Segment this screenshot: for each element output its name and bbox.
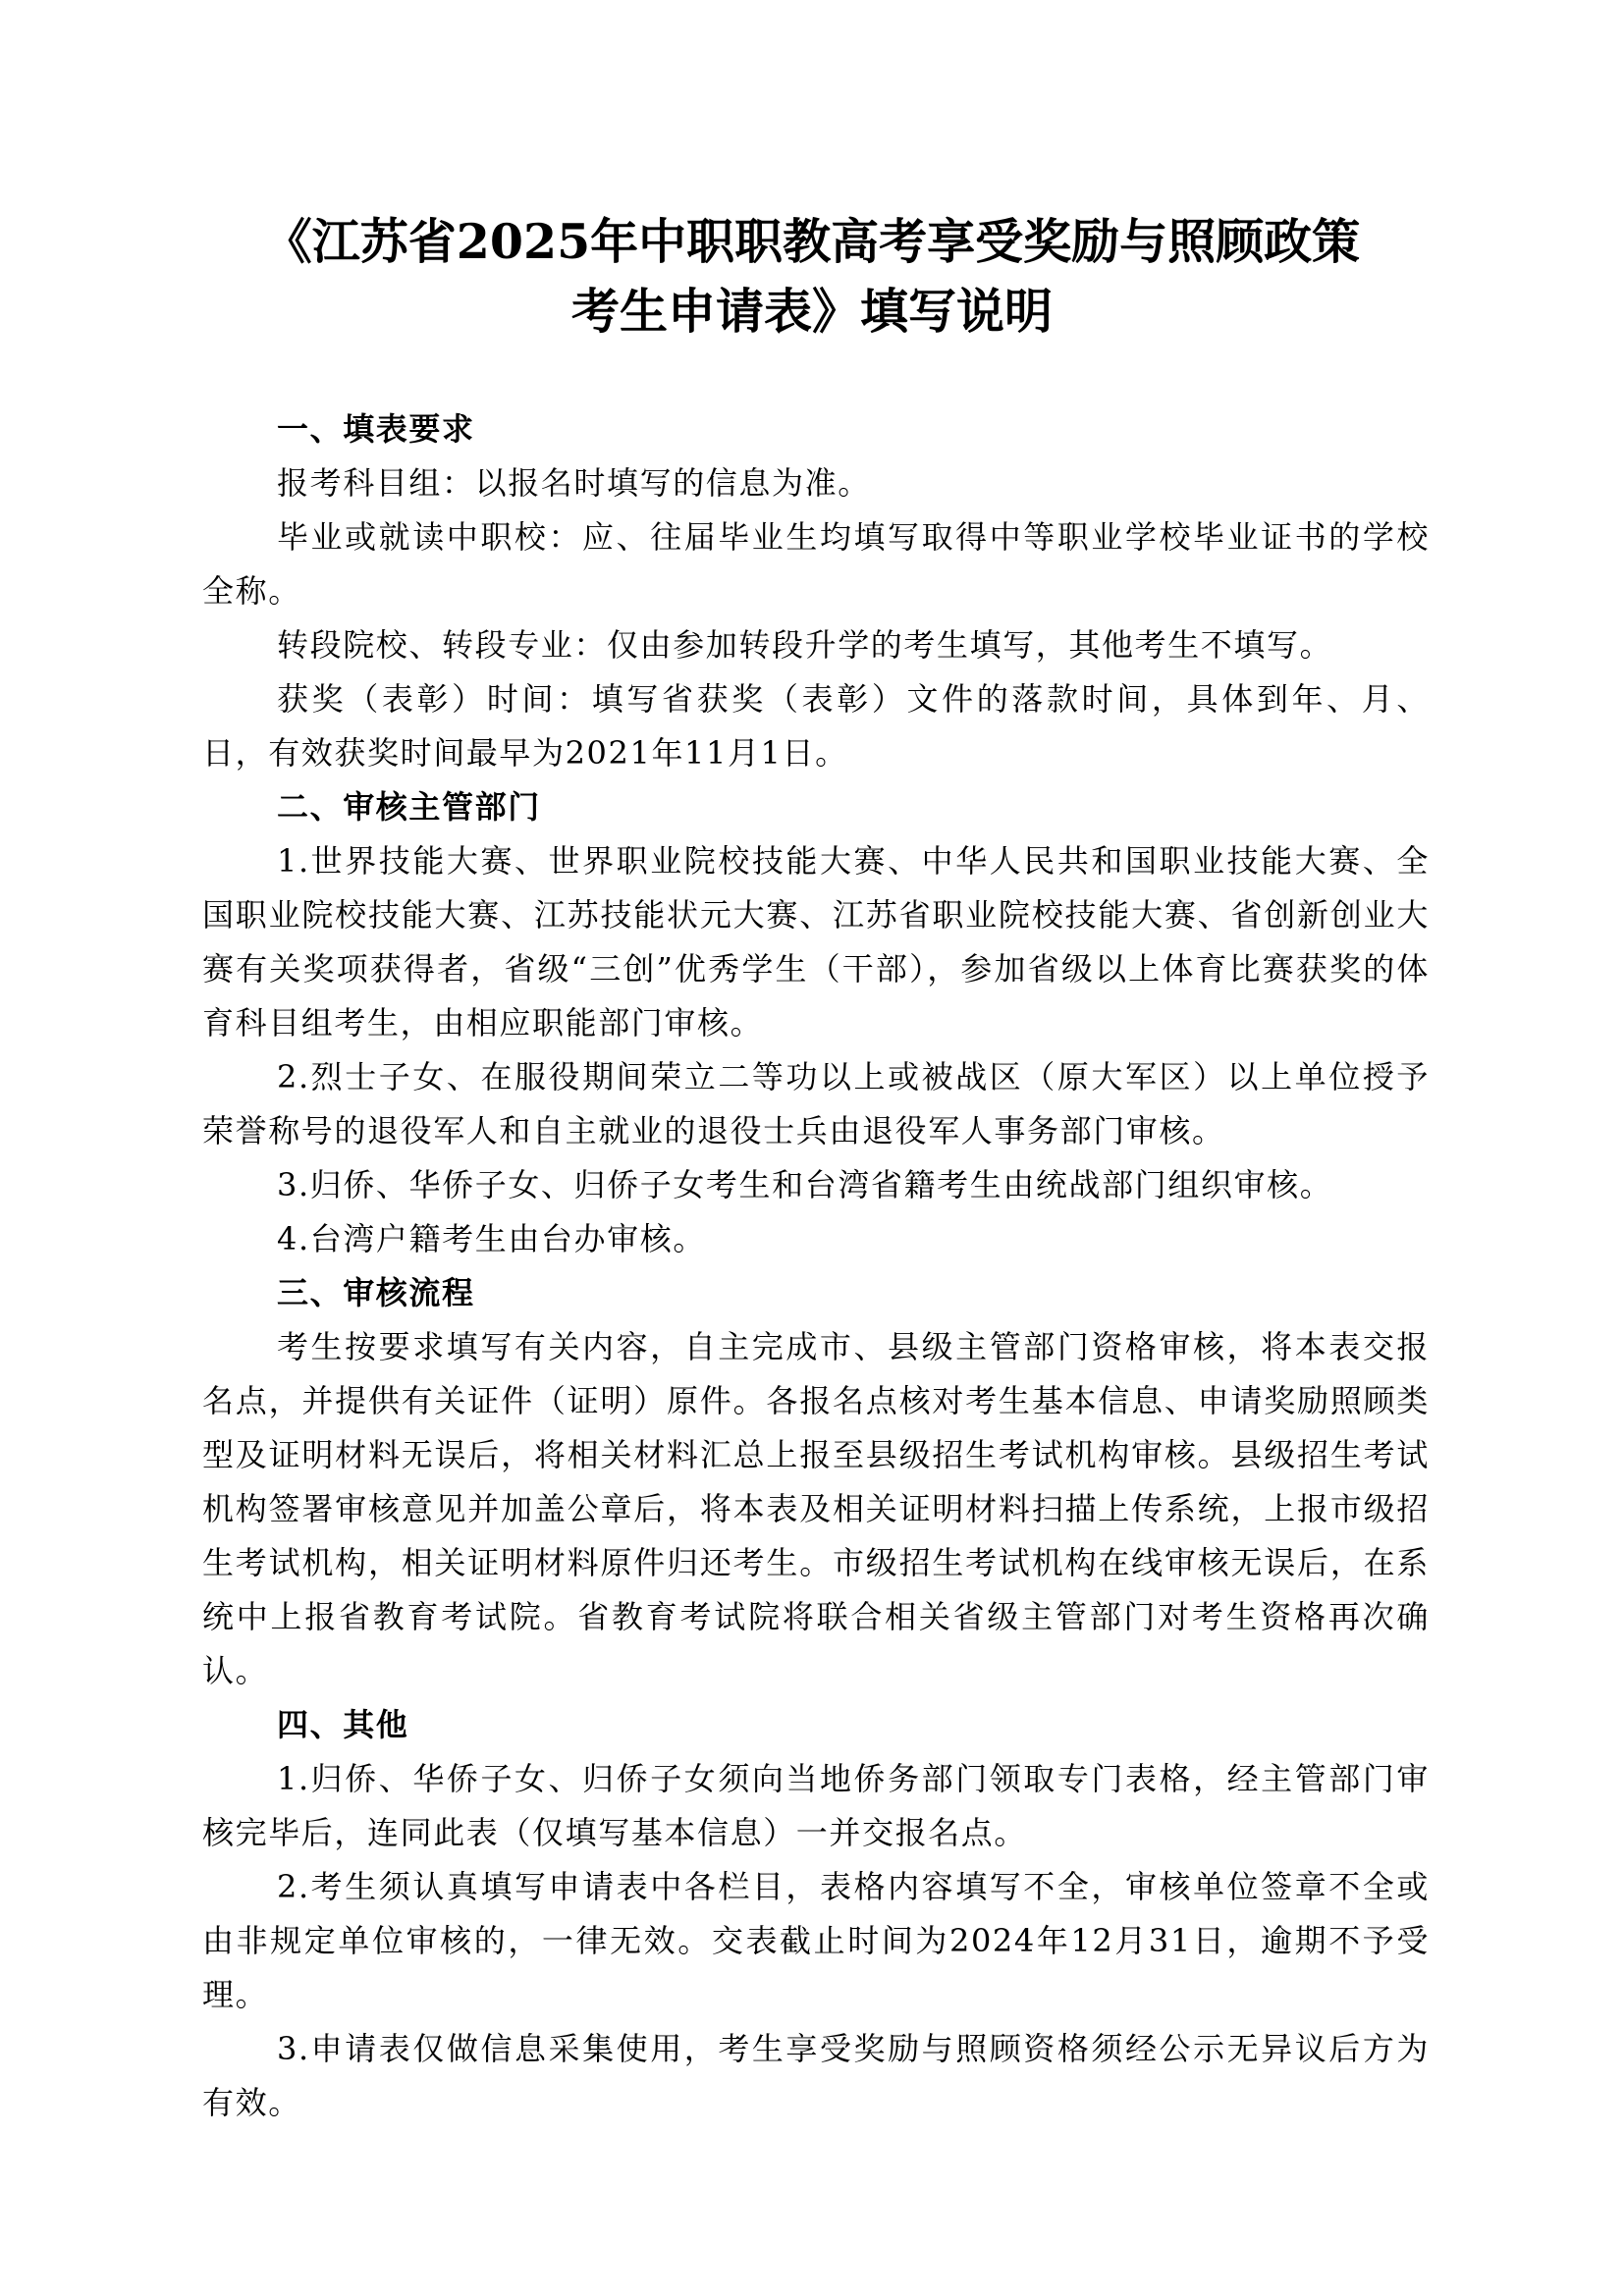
section-other <box>202 1698 1430 2130</box>
section-heading: 二、审核主管部门 <box>277 788 541 826</box>
section-heading: 四、其他 <box>277 1706 409 1743</box>
paragraph: 3.归侨、华侨子女、归侨子女考生和台湾省籍考生由统战部门组织审核。 <box>277 1166 1333 1203</box>
section-review-departments <box>202 780 1430 1266</box>
paragraph: 2.烈士子女、在服役期间荣立二等功以上或被战区（原大军区）以上单位授予荣誉称号的退役军人和自主就业的退役士兵由退役军人事务部门审核。 <box>202 1058 1430 1149</box>
paragraph: 考生按要求填写有关内容，自主完成市、县级主管部门资格审核，将本表交报名点，并提供有关证件（证明）原件。各报名点核对考生基本信息、申请奖励照顾类型及证明材料无误后，将相关材料汇总上报至县级招生考试机构审核。县级招生考试机构签署审核意见并加盖公章后，将本表及相关证明材料扫描上传系统，上报市级招生考试机构，相关证明材料原件归还考生。市级招生考试机构在线审核无误后，在系统中上报省教育考试院。省教育考试院将联合相关省级主管部门对考生资格再次确认。 <box>202 1328 1430 1689</box>
paragraph: 4.台湾户籍考生由台办审核。 <box>277 1220 706 1257</box>
paragraph: 毕业或就读中职校：应、往届毕业生均填写取得中等职业学校毕业证书的学校全称。 <box>202 518 1430 610</box>
section-heading: 一、填表要求 <box>277 410 475 448</box>
paragraph: 报考科目组：以报名时填写的信息为准。 <box>277 464 871 502</box>
document-body <box>202 402 1430 2130</box>
section-heading: 三、审核流程 <box>277 1274 475 1311</box>
paragraph: 转段院校、转段专业：仅由参加转段升学的考生填写，其他考生不填写。 <box>277 626 1333 664</box>
document-title-line-1: 《江苏省2025年中职职教高考享受奖励与照顾政策 <box>263 213 1361 270</box>
document-title-line-2: 考生申请表》填写说明 <box>570 283 1053 340</box>
paragraph: 获奖（表彰）时间：填写省获奖（表彰）文件的落款时间，具体到年、月、日，有效获奖时间最早为2021年11月1日。 <box>202 680 1430 772</box>
paragraph: 1.世界技能大赛、世界职业院校技能大赛、中华人民共和国职业技能大赛、全国职业院校技能大赛、江苏技能状元大赛、江苏省职业院校技能大赛、省创新创业大赛有关奖项获得者，省级“三创”优秀学生（干部），参加省级以上体育比赛获奖的体育科目组考生，由相应职能部门审核。 <box>202 842 1430 1041</box>
paragraph: 2.考生须认真填写申请表中各栏目，表格内容填写不全，审核单位签章不全或由非规定单位审核的，一律无效。交表截止时间为2024年12月31日，逾期不予受理。 <box>202 1868 1430 2013</box>
section-review-process <box>202 1266 1430 1698</box>
paragraph: 1.归侨、华侨子女、归侨子女须向当地侨务部门领取专门表格，经主管部门审核完毕后，连同此表（仅填写基本信息）一并交报名点。 <box>202 1760 1430 1851</box>
section-fill-requirements <box>202 402 1430 780</box>
paragraph: 3.申请表仅做信息采集使用，考生享受奖励与照顾资格须经公示无异议后方为有效。 <box>202 2030 1430 2121</box>
